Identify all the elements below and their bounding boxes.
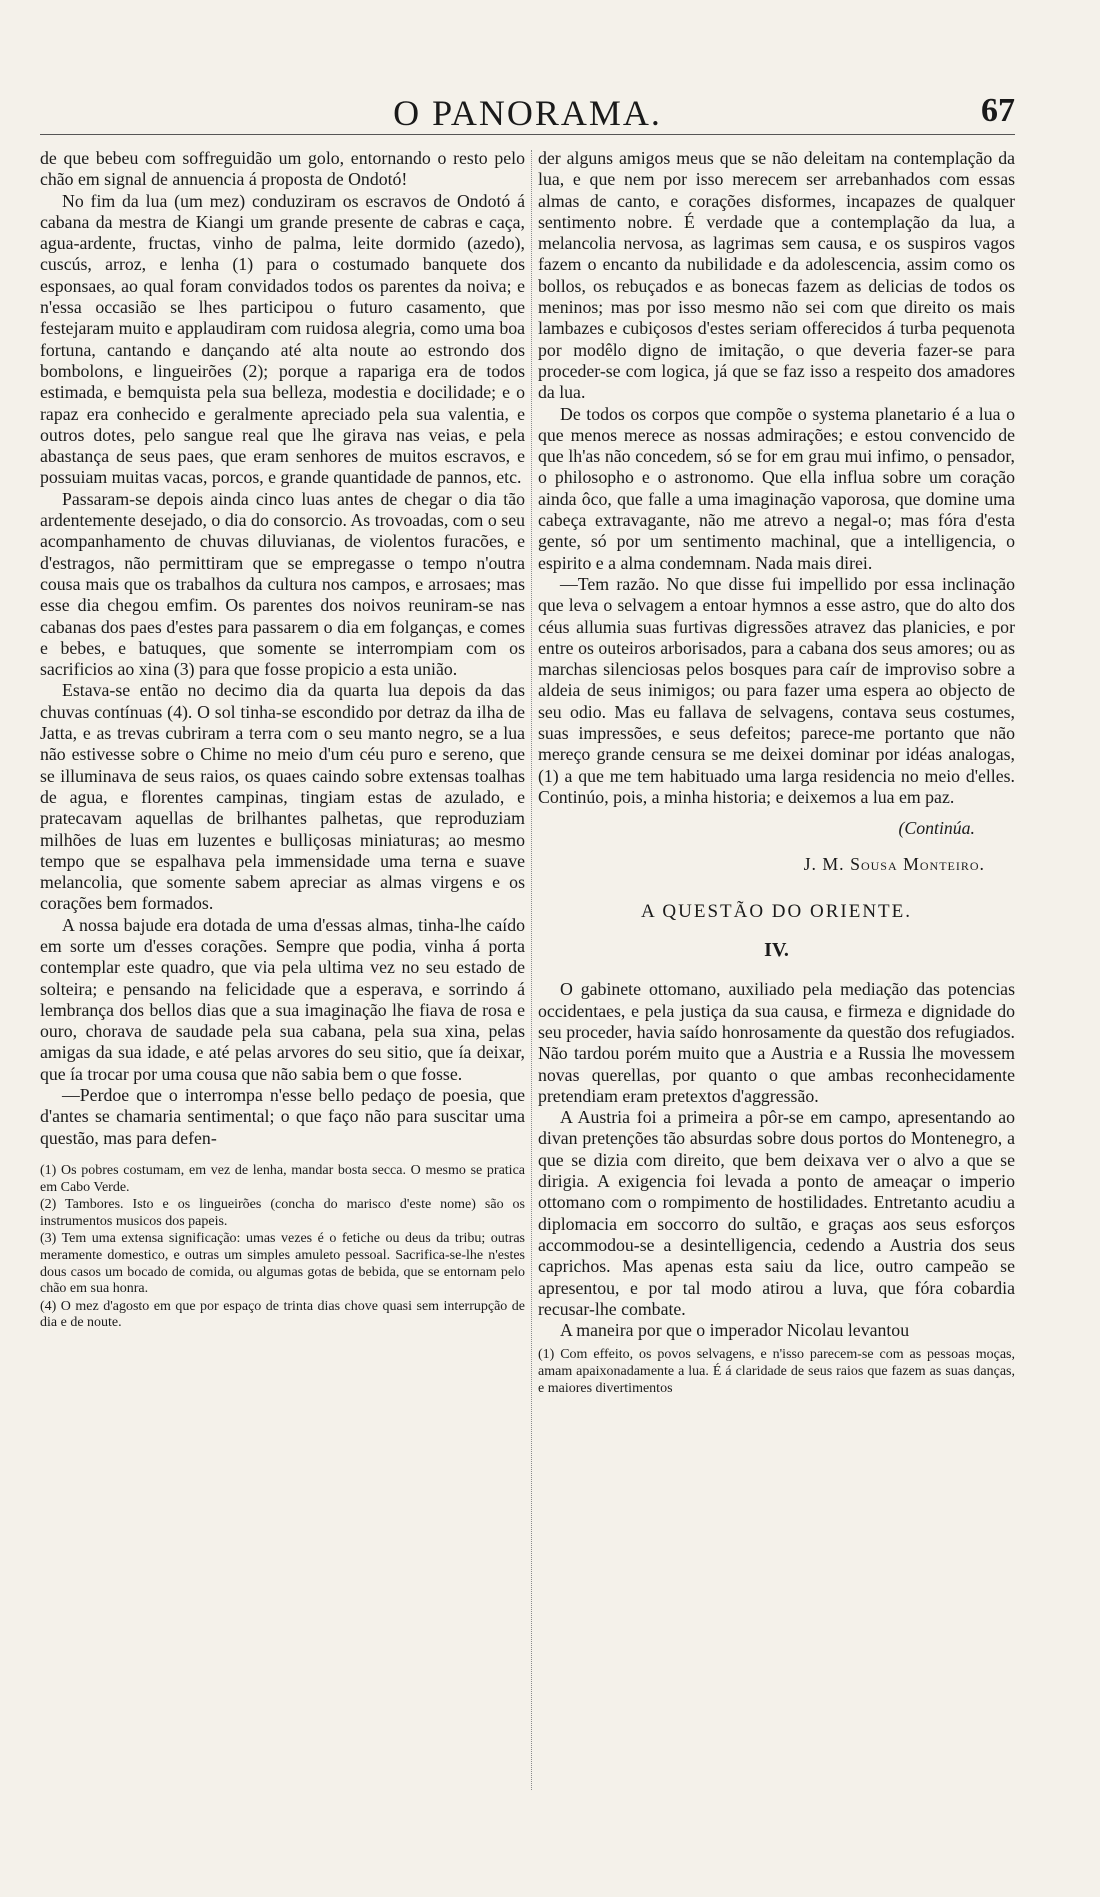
paragraph: Estava-se então no decimo dia da quarta lua depois da das chuvas contínuas (4). O sol tinha-se escondido por detraz da ilha de Jatta, e as trevas cubriram a terra com o seu manto negro, se a lua não estivesse sobre o Chime no meio d'um céu puro e sereno, que se illuminava de seus raios, os quaes caindo sobre extensas toalhas de agua, e florentes campinas, tingiam estas de azulado, e pratecavam aquellas de brilhantes palhetas, que reproduziam milhões de luas em luzentes e bulliçosas miniaturas; ao mesmo tempo que se espalhava pela immensidade uma terna e suave melancolia, que somente sabem apreciar as almas virgens e os corações bem formados. xyxy=(40,680,525,914)
footnote: (1) Com effeito, os povos selvagens, e n'isso parecem-se com as pessoas moças, amam apaixonadamente a lua. É á claridade de seus raios que fazem as suas danças, e maiores divertimentos xyxy=(538,1347,1015,1396)
header-rule xyxy=(40,134,1015,135)
continua-note: (Continúa. xyxy=(898,818,975,839)
section-number: IV. xyxy=(764,939,789,962)
paragraph: —Perdoe que o interrompa n'esse bello pedaço de poesia, que d'antes se chamaria sentimental; o que faço não para suscitar uma questão, mas para defen- xyxy=(40,1085,525,1148)
paragraph: A Austria foi a primeira a pôr-se em campo, apresentando ao divan pretenções tão absurdas sobre dous portos do Montenegro, a que se dizia com direito, que bem deixava ver o alvo a que se dirigia. A exigencia foi levada a ponto de ameaçar o imperio ottomano com o rompimento de hostilidades. Entretanto acudiu a diplomacia em soccorro do sultão, e graças aos seus esforços accommodou-se a desintelligencia, cedendo a Austria dos seus caprichos. Mas apenas esta saiu da lice, outro campeão se apresentou, e por tal modo atirou a luva, que fóra cobardia recusar-lhe combate. xyxy=(538,1107,1015,1319)
left-footnotes xyxy=(40,1163,525,1332)
author-signature: J. M. Sousa Monteiro. xyxy=(803,853,985,874)
page-header xyxy=(40,92,1015,140)
right-column xyxy=(538,148,1015,1397)
paragraph: A maneira por que o imperador Nicolau levantou xyxy=(560,1320,910,1341)
page-number: 67 xyxy=(981,92,1015,129)
column-divider xyxy=(531,150,532,1790)
page-title: O PANORAMA. xyxy=(393,93,662,133)
section-title: A QUESTÃO DO ORIENTE. xyxy=(640,900,913,922)
paragraph: Passaram-se depois ainda cinco luas antes de chegar o dia tão ardentemente desejado, o dia do consorcio. As trovoadas, com o seu acompanhamento de chuvas diluvianas, de violentos furacões, e d'estragos, não permittiram que se empregasse o tempo n'outra cousa mais que os trabalhos da cultura nos campos, e arrosaes; mas esse dia chegou emfim. Os parentes dos noivos reuniram-se nas cabanas dos paes d'estes para passarem o dia em folganças, e comes e bebes, e batuques, que somente se interrompiam com os sacrificios ao xina (3) para que fosse propicio a esta união. xyxy=(40,488,525,680)
right-footnote-block xyxy=(538,1347,1015,1397)
footnote: (1) Os pobres costumam, em vez de lenha, mandar bosta secca. O mesmo se pratica em Cabo Verde. xyxy=(40,1162,525,1195)
paragraph: der alguns amigos meus que se não deleitam na contemplação da lua, e que nem por isso merecem ser arrebanhados com essas almas de canto, e corações disformes, incapazes de qualquer sentimento nobre. É verdade que a contemplação da lua, a melancolia nervosa, as lagrimas sem causa, e os suspiros vagos fazem o encanto da nubilidade e da adolescencia, assim como os bollos, os rebuçados e as bonecas fazem as delicias de todos os meninos; mas por isso mesmo não sei com que direito os mais lambazes e cubiçosos d'estes seriam offerecidos á turba pequenota por modêlo digno de imitação, o que deveria fazer-se para proceder-se com logica, já que se faz isso a respeito dos amadores da lua. xyxy=(538,148,1015,403)
footnote: (4) O mez d'agosto em que por espaço de trinta dias chove quasi sem interrupção de dia e de noute. xyxy=(40,1298,525,1331)
paragraph: —Tem razão. No que disse fui impellido por essa inclinação que leva o selvagem a entoar hymnos a esse astro, que do alto dos céus allumia suas furtivas digressões atravez das planicies, e por entre os outeiros arborisados, para a cabana dos seus amores; ou as marchas silenciosas pelos bosques para caír de improviso sobre a aldeia de seus inimigos; ou para fazer uma espera ao objecto de seu odio. Mas eu fallava de selvagens, contava seus costumes, suas impressões, e seus defeitos; parece-me portanto que não mereço grande censura se me deixei dominar por idéas analogas, (1) a que me tem habituado uma larga residencia no meio d'elles. Continúo, pois, a minha historia; e deixemos a lua em paz. xyxy=(538,573,1015,807)
footnote: (3) Tem uma extensa significação: umas vezes é o fetiche ou deus da tribu; outras meramente domestico, e outras um simples amuleto pessoal. Sacrifica-se-lhe n'estes dous casos um bocado de comida, ou algumas gotas de bebida, que se entornam pelo chão em sua honra. xyxy=(40,1231,525,1297)
paragraph: De todos os corpos que compõe o systema planetario é a lua o que menos merece as nossas admirações; e estou convencido de que lh'as não concedem, só se for em grau mui infimo, o pensador, o philosopho e o astronomo. Que ella influa sobre um coração ainda ôco, que falle a uma imaginação vaporosa, que domine uma cabeça extravagante, não me atrevo a negal-o; mas fóra d'esta gente, só por um sentimento machinal, que a intelligencia, o espirito e a alma condemnam. Nada mais direi. xyxy=(538,403,1015,573)
footnote: (2) Tambores. Isto e os lingueirões (concha do marisco d'este nome) são os instrumentos musicos dos papeis. xyxy=(40,1197,525,1229)
paragraph: O gabinete ottomano, auxiliado pela mediação das potencias occidentaes, e pela justiça da sua causa, e firmeza e dignidade do seu proceder, havia saído honrosamente da questão dos refugiados. Não tardou porém muito que a Austria e a Russia lhe movessem novas querellas, por quanto o que ambas reconhecidamente pretendiam eram pretextos d'aggressão. xyxy=(538,979,1015,1106)
left-column xyxy=(40,148,525,1333)
paragraph: No fim da lua (um mez) conduziram os escravos de Ondotó á cabana da mestra de Kiangi um grande presente de cabras e caça, agua-ardente, fructas, vinho de palma, leite dormido (azedo), cuscús, arroz, e lenha (1) para o costumado banquete dos esponsaes, ao qual foram convidados todos os parentes da noiva; e n'essa occasião se lhes participou o futuro casamento, que festejaram muito e applaudiram com ruidosa alegria, como uma boa fortuna, cantando e dançando até alta noute ao estrondo dos bombolons, e lingueirões (2); porque a rapariga era de todos estimada, e bemquista pela sua belleza, modestia e docilidade; e o rapaz era conhecido e geralmente apreciado pela sua valentia, e outros dotes, pelo sangue real que lhe girava nas veias, e pela abastança de seus paes, que eram senhores de muitos escravos, e possuiam muitas vacas, porcos, e grande quantidade de pannos, etc. xyxy=(40,190,525,488)
paragraph: de que bebeu com soffreguidão um golo, entornando o resto pelo chão em signal de annuencia á proposta de Ondotó! xyxy=(40,148,525,190)
paragraph: A nossa bajude era dotada de uma d'essas almas, tinha-lhe caído em sorte um d'esses corações. Sempre que podia, vinha á porta contemplar este quadro, que via pela ultima vez no seu estado de solteira; e pensando na felicidade que a esperava, e sorrindo á lembrança dos bellos dias que a sua imaginação lhe fiava de rosa e ouro, chorava de saudade pela sua cabana, pela sua xina, pelas amigas da sua idade, e até pelas arvores do seu sitio, que ía deixar, que ía trocar por uma cousa que não sabia bem o que fosse. xyxy=(40,914,525,1084)
